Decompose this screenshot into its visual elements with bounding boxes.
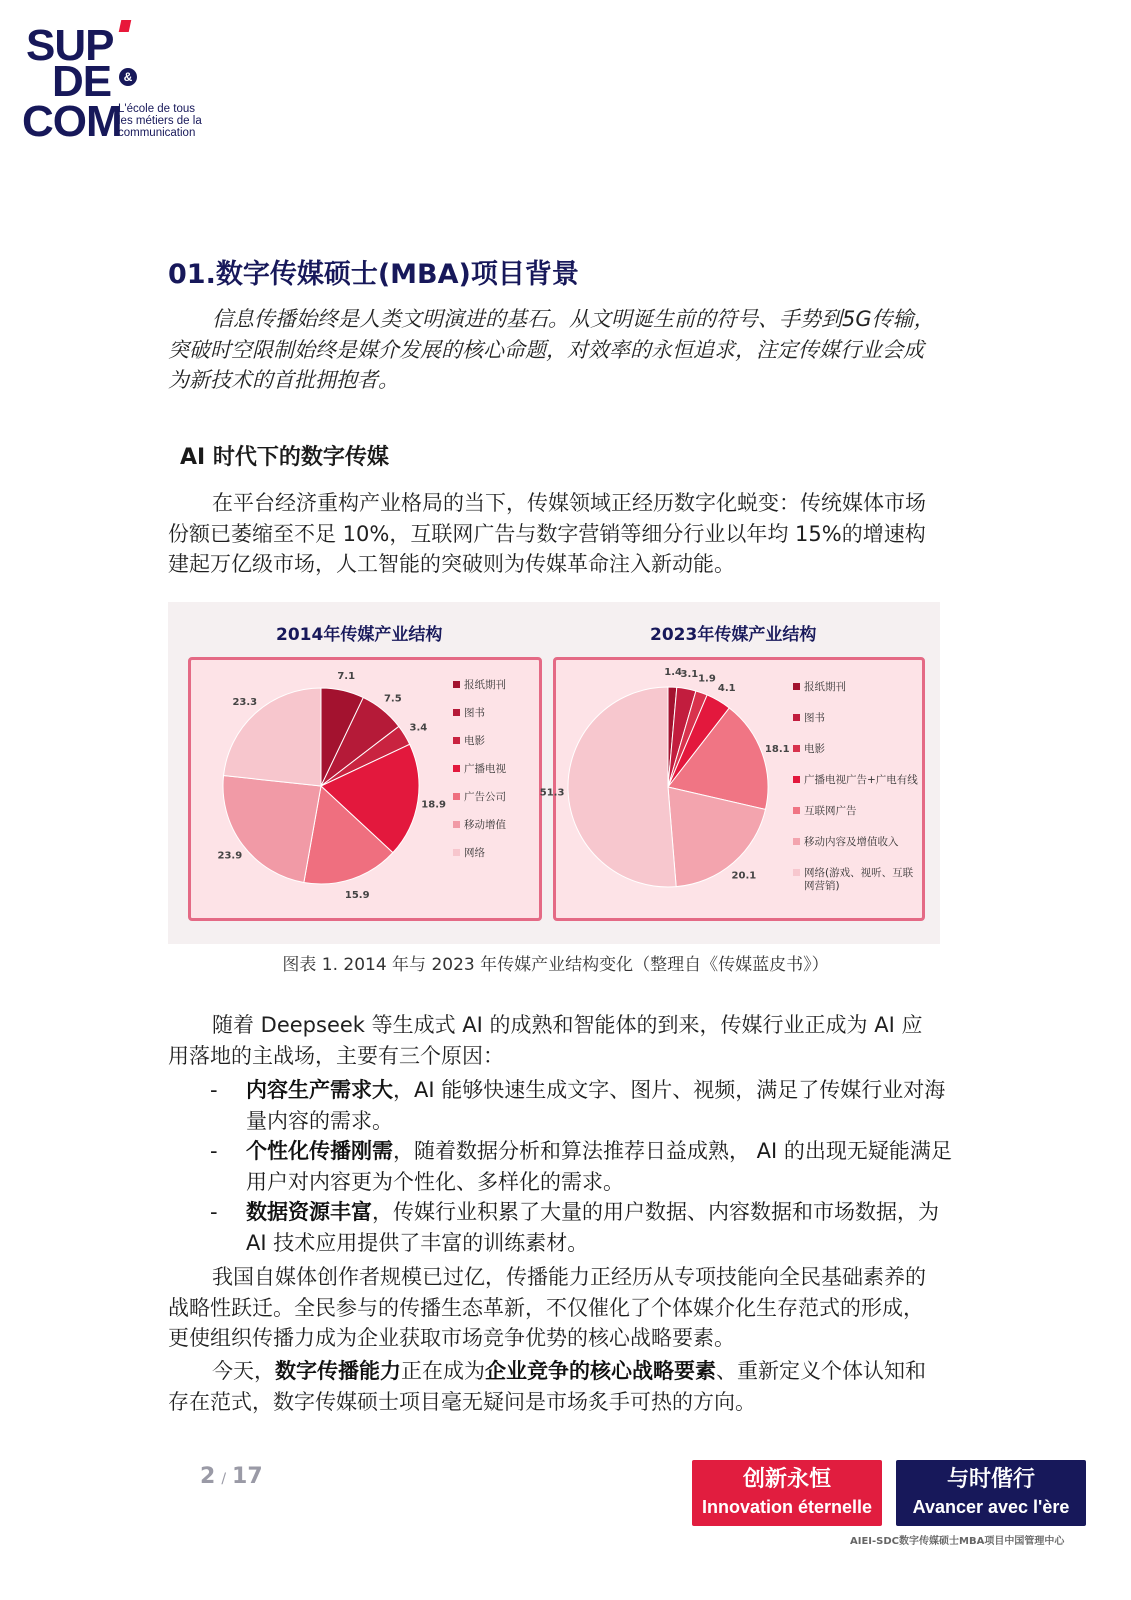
bullet-rest: ，随着数据分析和算法推荐日益成熟， AI 的出现无疑能满足用户对内容更为个性化、多样化的需求。 <box>246 1139 952 1194</box>
page-number <box>200 1464 263 1489</box>
pie-data-label: 1.4 <box>664 667 682 679</box>
badge-avancer <box>896 1460 1086 1526</box>
pie-data-label: 18.9 <box>421 799 446 811</box>
logo-tagline-line: communication <box>118 127 196 139</box>
sup-de-com-logo <box>22 18 232 148</box>
page-separator: / <box>221 1471 227 1487</box>
bullet-rest: ，AI 能够快速生成文字、图片、视频，满足了传媒行业对海量内容的需求。 <box>246 1078 946 1133</box>
pie-slice <box>223 776 321 883</box>
pie-data-label: 3.1 <box>680 668 699 680</box>
footer-note: AIEI-SDC数字传媒硕士MBA项目中国管理中心 <box>850 1536 1065 1547</box>
logo-tagline-line: L'école de tous <box>118 103 196 115</box>
bullet-dash: - <box>210 1139 218 1163</box>
pie-data-label: 51.3 <box>539 787 565 799</box>
pie-data-label: 7.1 <box>337 670 356 682</box>
paragraph-4-bold: 企业竞争的核心战略要素 <box>485 1359 716 1383</box>
legend-swatch <box>453 765 460 772</box>
legend-swatch <box>453 737 460 744</box>
pie-slice <box>568 687 676 887</box>
bullet-bold: 个性化传播刚需 <box>246 1139 393 1163</box>
paragraph-4-part: 今天， <box>212 1359 275 1383</box>
legend-label: 广告公司 <box>464 791 506 803</box>
section-title: AI 时代下的数字传媒 <box>180 445 389 470</box>
page-heading: 01.数字传媒硕士(MBA)项目背景 <box>168 259 579 290</box>
intro-paragraph: 信息传播始终是人类文明演进的基石。从文明诞生前的符号、手势到5G传输，突破时空限制始终是媒介发展的核心命题，对效率的永恒追求，注定传媒行业会成为新技术的首批拥抱者。 <box>168 307 935 392</box>
legend-label: 图书 <box>804 712 825 724</box>
bullet-dash: - <box>210 1078 218 1102</box>
bullet-text <box>246 1197 958 1258</box>
legend-swatch <box>793 869 800 876</box>
bullet-text <box>246 1075 958 1136</box>
page-total: 17 <box>232 1464 263 1489</box>
paragraph-3: 我国自媒体创作者规模已过亿，传播能力正经历从专项技能向全民基础素养的战略性跃迁。全民参与的传播生态革新，不仅催化了个体媒介化生存范式的形成，更使组织传播力成为企业获取市场竞争优势的核心战略要素。 <box>168 1265 926 1350</box>
legend-label: 网络(游戏、视听、互联网营销) <box>804 867 914 892</box>
pie-data-label: 20.1 <box>731 870 757 882</box>
logo-accent-mark <box>119 20 132 32</box>
logo-line-com: COM <box>22 97 122 146</box>
bullet-bold: 数据资源丰富 <box>246 1200 372 1224</box>
bullet-bold: 内容生产需求大 <box>246 1078 393 1102</box>
figure-caption: 图表 1. 2014 年与 2023 年传媒产业结构变化（整理自《传媒蓝皮书》） <box>282 955 829 975</box>
legend-swatch <box>793 776 800 783</box>
legend-label: 广播电视 <box>464 763 506 775</box>
chart-title-2014: 2014年传媒产业结构 <box>276 625 443 645</box>
bullet-rest: ，传媒行业积累了大量的用户数据、内容数据和市场数据，为 AI 技术应用提供了丰富的训练素材。 <box>246 1200 939 1255</box>
legend-swatch <box>793 807 800 814</box>
badge-chinese-text: 与时偕行 <box>946 1467 1035 1492</box>
chart-title-2023: 2023年传媒产业结构 <box>650 625 817 645</box>
paragraph-2: 随着 Deepseek 等生成式 AI 的成熟和智能体的到来，传媒行业正成为 AI 应用落地的主战场，主要有三个原因： <box>168 1013 923 1068</box>
badge-chinese-text: 创新永恒 <box>742 1467 831 1492</box>
legend-swatch <box>453 849 460 856</box>
pie-chart-2014 <box>191 660 539 918</box>
legend-label: 报纸期刊 <box>804 681 846 693</box>
legend-swatch <box>453 821 460 828</box>
legend-swatch <box>793 838 800 845</box>
legend-label: 电影 <box>464 735 485 747</box>
logo-tagline <box>118 103 202 139</box>
paragraph-4-part: 正在成为 <box>401 1359 485 1383</box>
pie-data-label: 1.9 <box>698 673 716 685</box>
paragraph-4-bold: 数字传播能力 <box>275 1359 401 1383</box>
pie-data-label: 4.1 <box>717 682 736 694</box>
pie-chart-2023 <box>539 660 922 918</box>
bullet-text <box>246 1136 958 1197</box>
pie-data-label: 18.1 <box>764 744 790 756</box>
bullet-item <box>168 1136 958 1198</box>
pie-data-label: 23.3 <box>232 697 258 709</box>
badge-french-text: Innovation éternelle <box>701 1497 873 1517</box>
legend-swatch <box>793 714 800 721</box>
legend-label: 移动增值 <box>464 819 506 831</box>
legend-label: 广播电视广告+广电有线 <box>804 774 918 786</box>
bullet-item <box>168 1197 958 1259</box>
legend-label: 互联网广告 <box>804 805 857 817</box>
page-current: 2 <box>200 1464 216 1489</box>
legend-label: 电影 <box>804 743 825 755</box>
badge-french-text: Avancer avec l'ère <box>912 1497 1070 1517</box>
legend-swatch <box>793 683 800 690</box>
pie-data-label: 15.9 <box>344 890 370 902</box>
chart-panel-2023 <box>539 657 925 921</box>
legend-label: 移动内容及增值收入 <box>804 836 899 848</box>
legend-swatch <box>793 745 800 752</box>
legend-swatch <box>453 709 460 716</box>
pie-data-label: 7.5 <box>383 693 402 705</box>
legend-swatch <box>453 681 460 688</box>
pie-data-label: 3.4 <box>409 722 428 734</box>
legend-swatch <box>453 793 460 800</box>
paragraph-4-part: 、重新定义个体认知和存在范式，数字传媒硕士项目毫无疑问是市场炙手可热的方向。 <box>168 1359 926 1414</box>
pie-data-label: 23.9 <box>217 850 243 862</box>
legend-label: 图书 <box>464 707 485 719</box>
badge-innovation <box>692 1460 882 1526</box>
logo-line-de: DE <box>52 57 112 106</box>
legend-label: 报纸期刊 <box>464 679 506 691</box>
bullet-dash: - <box>210 1200 218 1224</box>
legend-label: 网络 <box>464 847 485 859</box>
logo-tagline-line: les métiers de la <box>118 115 202 127</box>
logo-ampersand: & <box>119 68 137 86</box>
paragraph-1: 在平台经济重构产业格局的当下，传媒领域正经历数字化蜕变：传统媒体市场份额已萎缩至不足 10%，互联网广告与数字营销等细分行业以年均 15%的增速构建起万亿级市场，人工智能的突破则为传媒革命注入新动能。 <box>168 491 926 576</box>
chart-panel-2014 <box>188 657 542 921</box>
bullet-item <box>168 1075 958 1137</box>
paragraph-4 <box>168 1356 943 1417</box>
logo-line-sup: SUP <box>26 21 114 70</box>
chart-figure <box>168 602 940 944</box>
